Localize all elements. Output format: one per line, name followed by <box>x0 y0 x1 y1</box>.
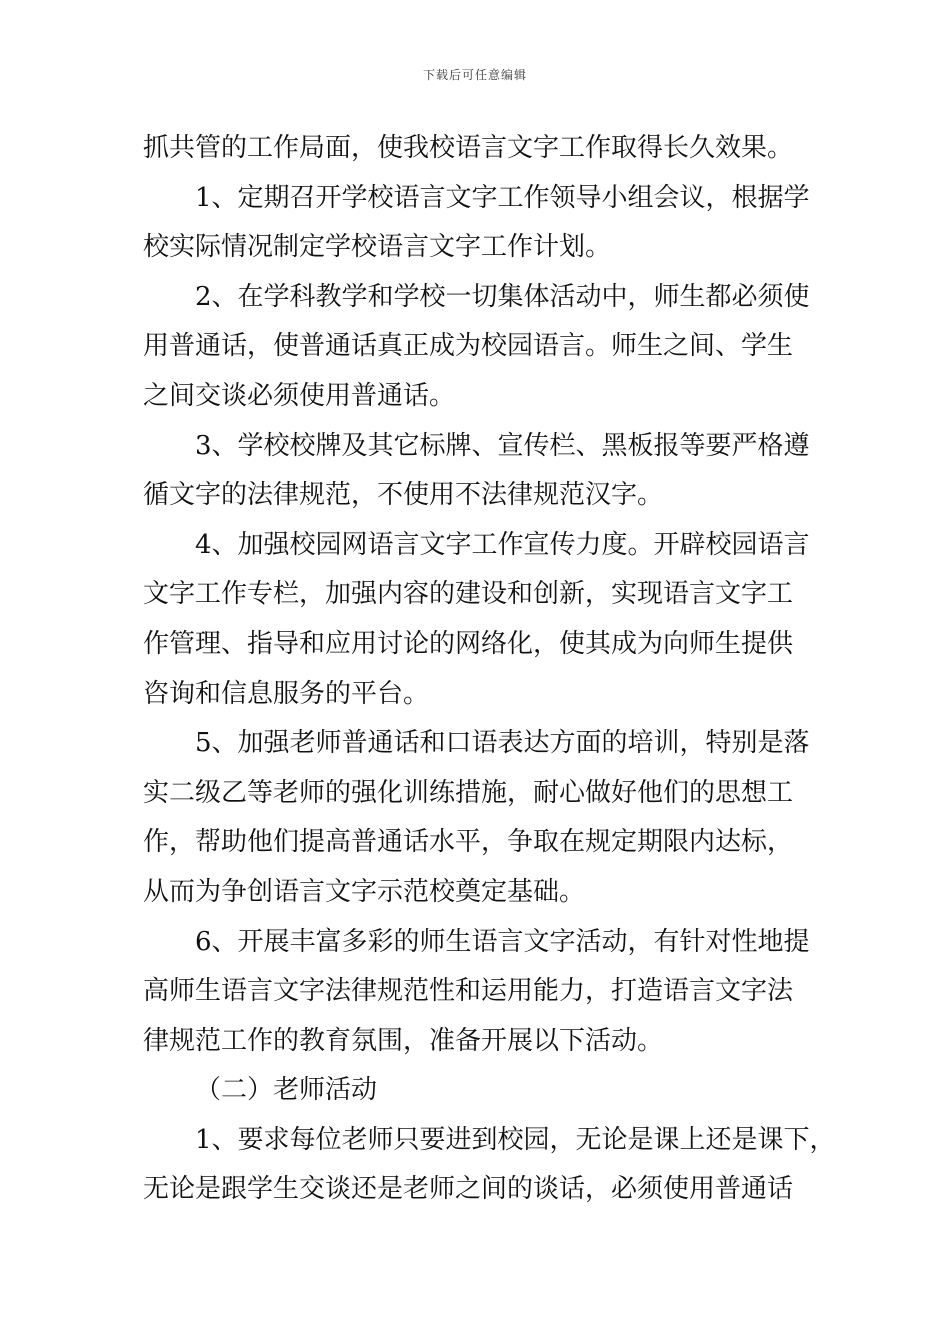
paragraph-item-6-start: 6、开展丰富多彩的师生语言文字活动，有针对性地提 <box>195 926 810 957</box>
text-line: 无论是跟学生交谈还是老师之间的谈话，必须使用普通话 <box>143 1174 794 1205</box>
text-line: 校实际情况制定学校语言文字工作计划。 <box>143 232 612 263</box>
text-line: 高师生语言文字法律规范性和运用能力，打造语言文字法 <box>143 976 794 1007</box>
document-body <box>143 128 836 1219</box>
text-line: 循文字的法律规范，不使用不法律规范汉字。 <box>143 480 664 511</box>
paragraph-item-3-start: 3、学校校牌及其它标牌、宣传栏、黑板报等要严格遵 <box>195 430 810 461</box>
text-line: 从而为争创语言文字示范校奠定基础。 <box>143 876 586 907</box>
paragraph-item-1-start: 1、定期召开学校语言文字工作领导小组会议，根据学 <box>195 182 810 213</box>
text-line: 实二级乙等老师的强化训练措施，耐心做好他们的思想工 <box>143 777 794 808</box>
paragraph-teacher-item-1-start: 1、要求每位老师只要进到校园，无论是课上还是课下， <box>195 1124 836 1155</box>
paragraph-item-5-start: 5、加强老师普通话和口语表达方面的培训，特别是落 <box>195 728 810 759</box>
section-heading-teacher-activities: （二）老师活动 <box>195 1075 378 1106</box>
paragraph-item-2-start: 2、在学科教学和学校一切集体活动中，师生都必须使 <box>195 281 810 312</box>
text-line: 用普通话，使普通话真正成为校园语言。师生之间、学生 <box>143 331 794 362</box>
text-line: 作管理、指导和应用讨论的网络化，使其成为向师生提供 <box>143 628 794 659</box>
text-line: 抓共管的工作局面，使我校语言文字工作取得长久效果。 <box>143 133 794 163</box>
text-line: 之间交谈必须使用普通话。 <box>143 380 456 411</box>
page-header-note: 下载后可任意编辑 <box>422 68 527 82</box>
text-line: 咨询和信息服务的平台。 <box>143 678 430 709</box>
text-line: 律规范工作的教育氛围，准备开展以下活动。 <box>143 1025 664 1056</box>
text-line: 文字工作专栏，加强内容的建设和创新，实现语言文字工 <box>143 579 794 610</box>
text-line: 作，帮助他们提高普通话水平，争取在规定期限内达标， <box>143 827 794 858</box>
paragraph-item-4-start: 4、加强校园网语言文字工作宣传力度。开辟校园语言 <box>195 529 810 560</box>
